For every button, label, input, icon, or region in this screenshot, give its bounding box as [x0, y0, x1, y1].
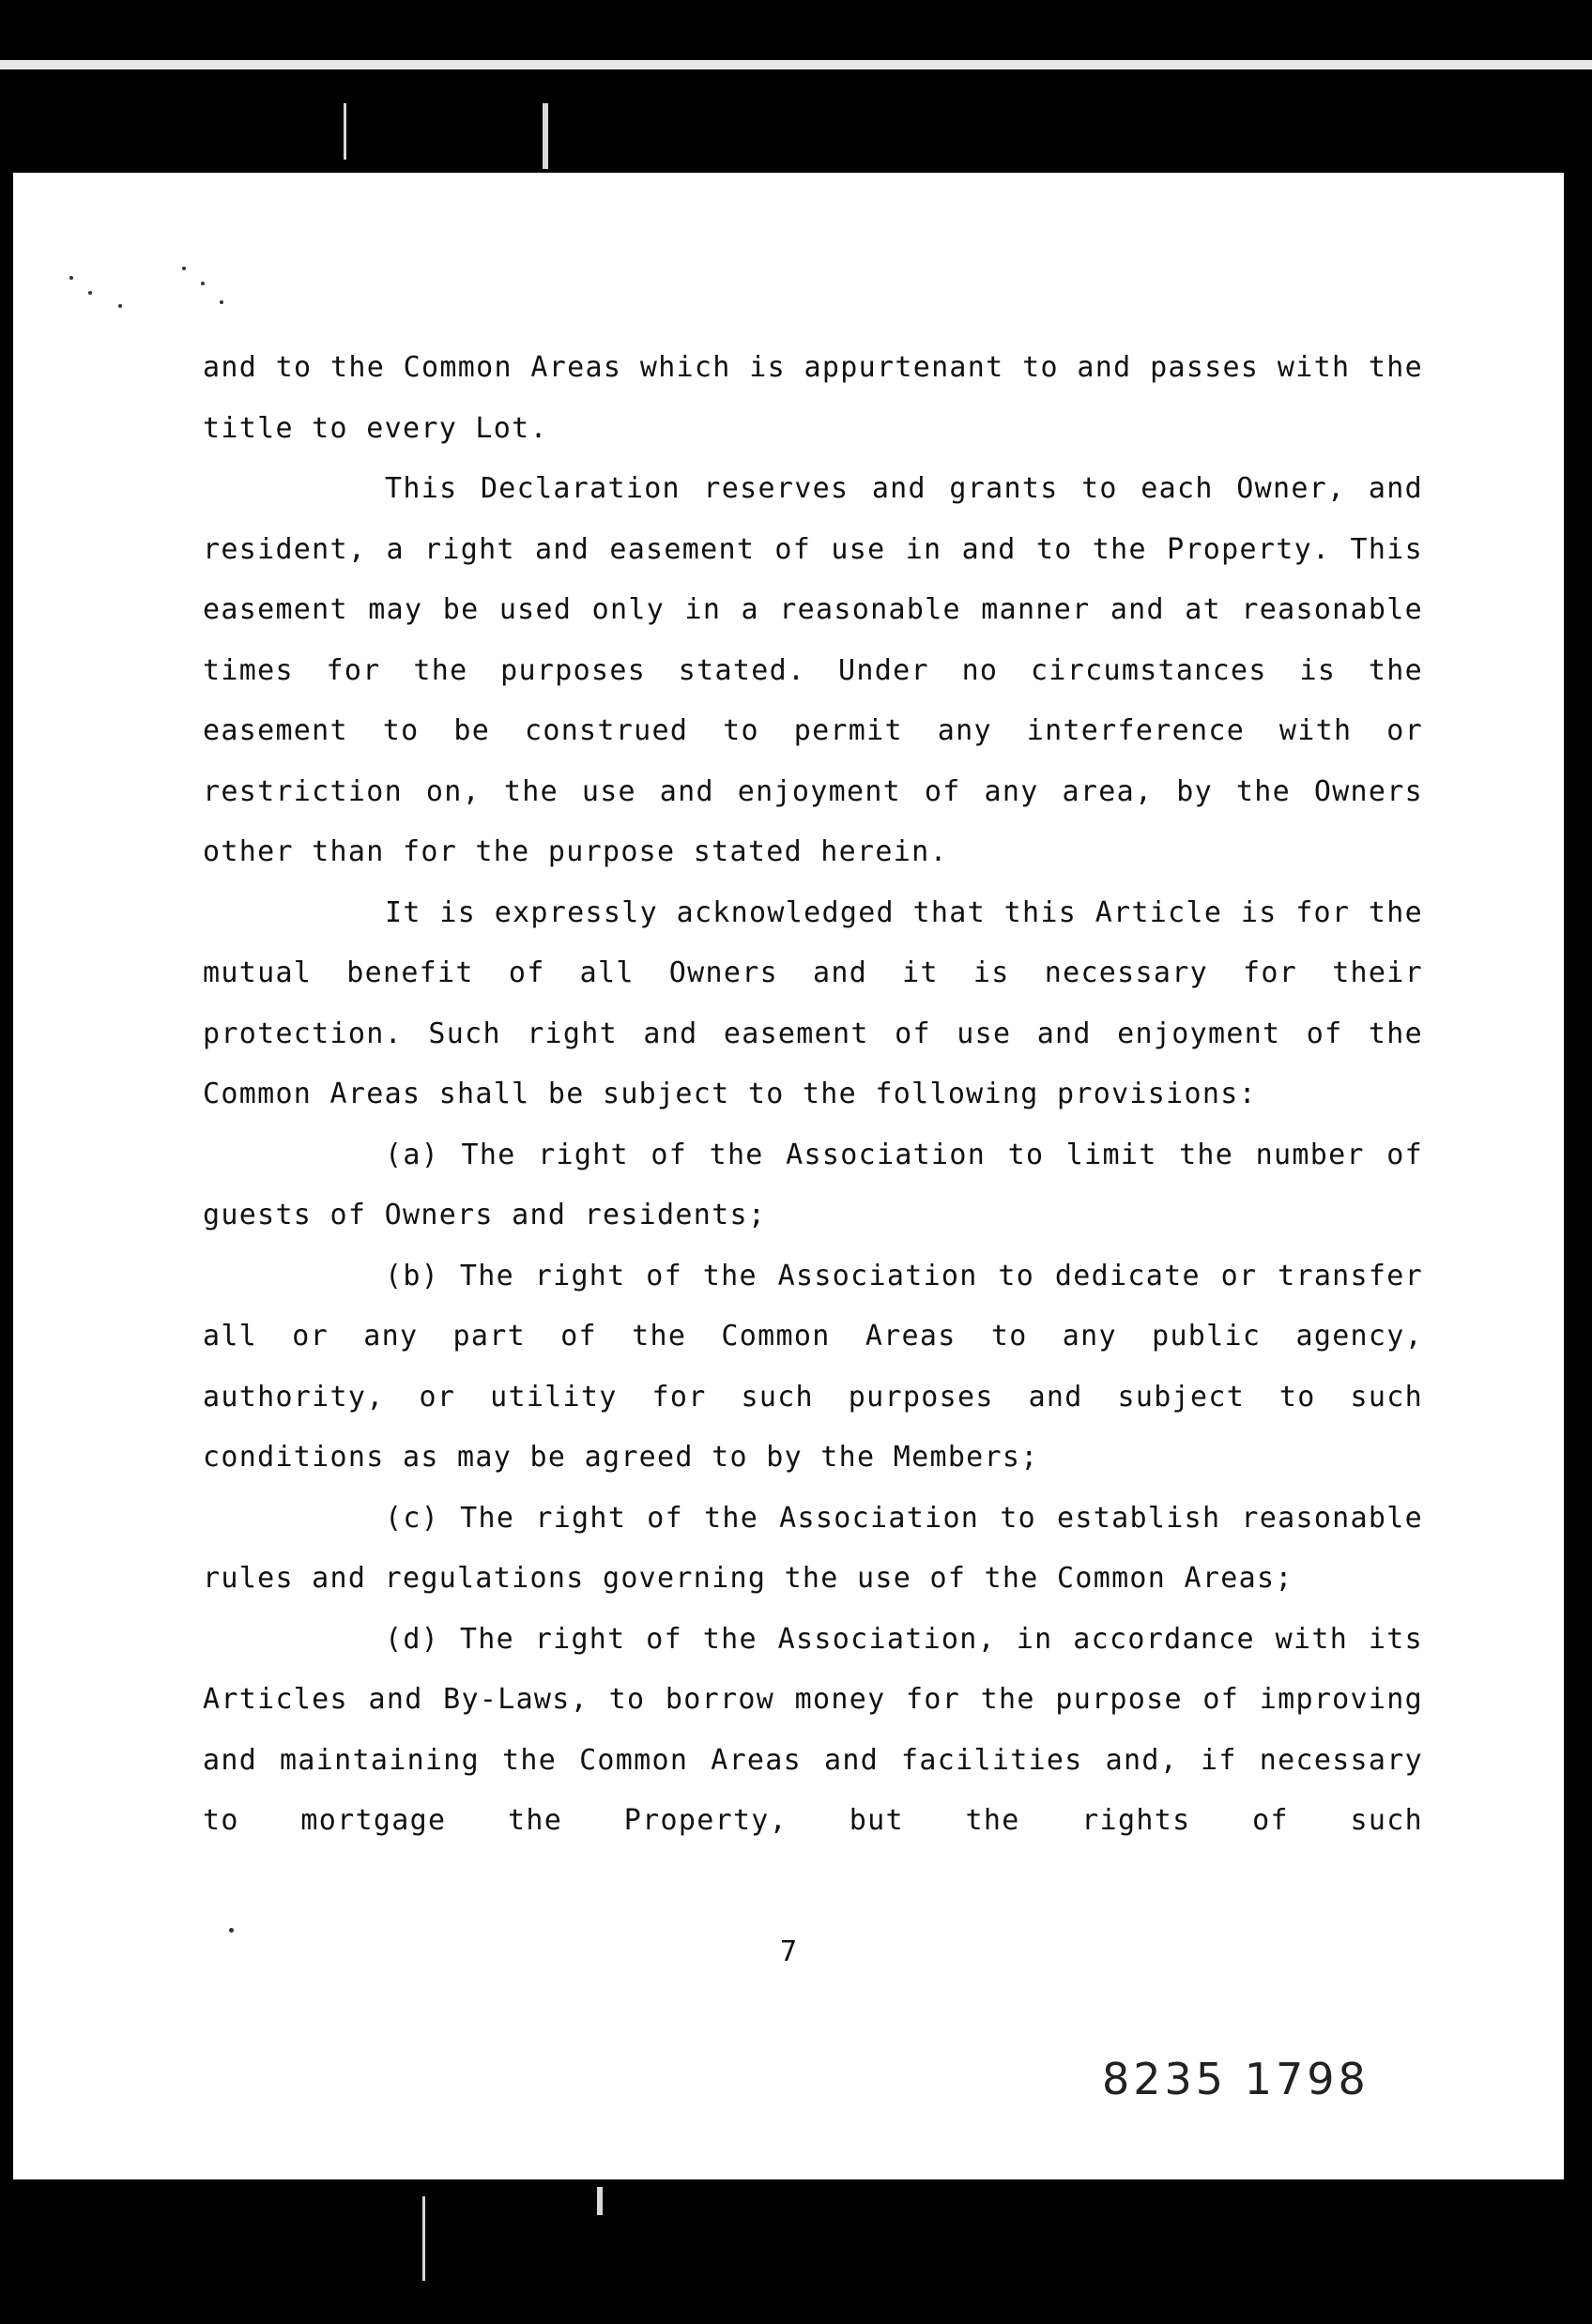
scan-speck: [88, 291, 92, 295]
document-code: 8235 1798: [1102, 2054, 1370, 2104]
scan-speck: [220, 300, 223, 304]
page-number: 7: [779, 1935, 798, 1968]
scan-artifact: [597, 2187, 603, 2215]
scan-artifact: [344, 103, 346, 160]
document-page: [13, 173, 1564, 2179]
provision-a: (a) The right of the Association to limit the number of guests of Owners and residents;: [203, 1138, 1423, 1231]
provision-b: (b) The right of the Association to dedicate or transfer all or any part of the Common Areas to any public agency, authority, or utility for such purposes and subject to such conditions as may be agreed to by the Members;: [203, 1259, 1423, 1474]
scan-speck: [118, 304, 122, 308]
scan-speck: [229, 1928, 234, 1933]
scan-speck: [182, 267, 186, 270]
provision-c: (c) The right of the Association to establish reasonable rules and regulations governing the use of the Common Areas;: [203, 1501, 1423, 1595]
scan-speck: [201, 282, 205, 285]
paragraph-easement-grant: This Declaration reserves and grants to each Owner, and resident, a right and easement of use in and to the Property. This easement may be used only in a reasonable manner and at reasonable times for the purposes stated. Under no circumstances is the easement to be construed to permit any interference with or restriction on, the use and enjoyment of any area, by the Owners other than for the purpose stated herein.: [203, 472, 1423, 868]
scan-speck: [69, 276, 73, 280]
scan-artifact: [543, 103, 548, 169]
paragraph-acknowledgement: It is expressly acknowledged that this Article is for the mutual benefit of all Owners and it is necessary for their protection. Such right and easement of use and enjoyment of the Common Areas shall be subject to the following provisions:: [203, 895, 1423, 1110]
provision-d: (d) The right of the Association, in accordance with its Articles and By-Laws, to borrow money for the purpose of improving and maintaining the Common Areas and facilities and, if necessary to mortgage the Property, but the rights of such: [203, 1622, 1423, 1837]
document-body: [203, 338, 1423, 1852]
scan-top-edge: [0, 60, 1592, 69]
scan-artifact: [422, 2196, 425, 2281]
paragraph-continuation: and to the Common Areas which is appurtenant to and passes with the title to every Lot.: [203, 351, 1423, 445]
